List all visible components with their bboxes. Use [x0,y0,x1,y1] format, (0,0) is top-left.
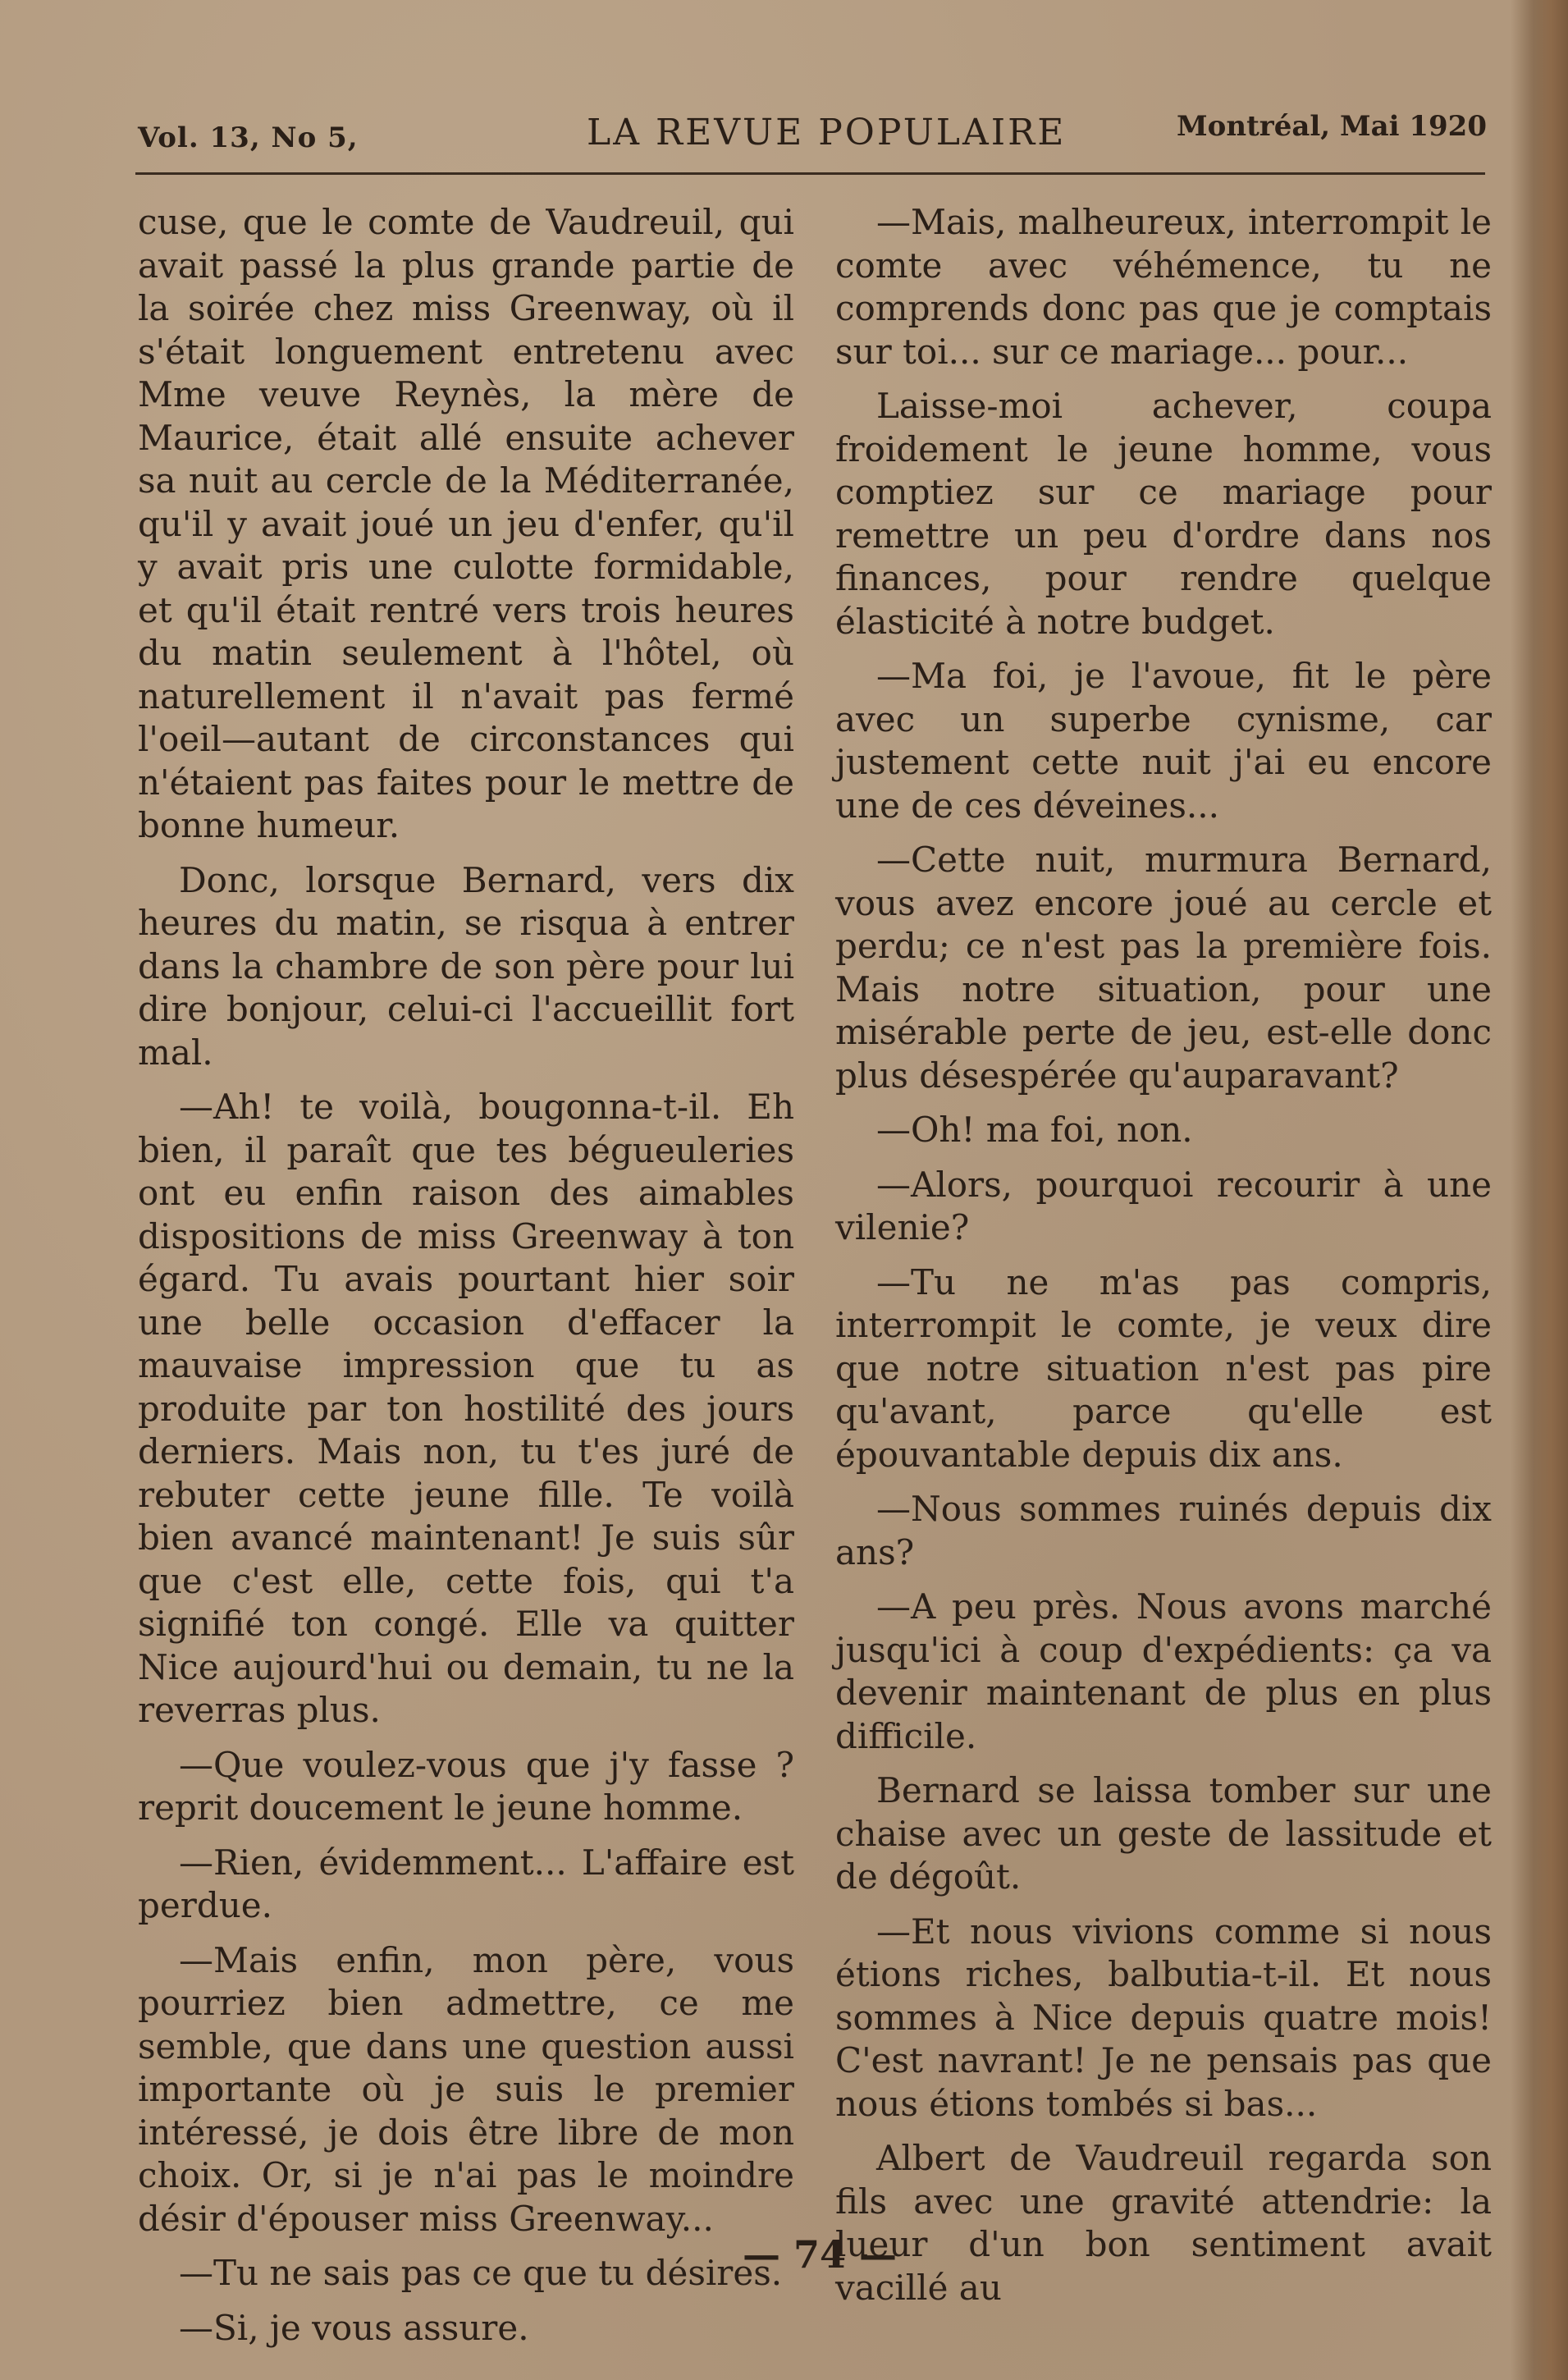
publication-title: LA REVUE POPULAIRE [587,112,1067,153]
paragraph: Laisse-moi achever, coupa froidement le jeune homme, vous comptiez sur ce mariage pour remettre un peu d'ordre dans nos finances, pour rendre quelque élasticité à notre budget. [835,386,1492,642]
paragraph: —Tu ne sais pas ce que tu désires. [179,2253,783,2293]
paragraph: —Ah! te voilà, bougonna-t-il. Eh bien, il paraît que tes bégueuleries ont eu enfin raison des aimables dispositions de miss Greenway à ton égard. Tu avais pourtant hier soir une belle occasion d'effacer la mauvaise impression que tu as produite par ton hostilité des jours derniers. Mais non, tu t'es juré de rebuter cette jeune fille. Te voilà bien avancé maintenant! Je suis sûr que c'est elle, cette fois, qui t'a signifié ton congé. Elle va quitter Nice aujourd'hui ou demain, tu ne la reverras plus. [138,1087,794,1730]
page-edge-shadow [1511,0,1568,2380]
paragraph: —Alors, pourquoi recourir à une vilenie? [835,1164,1492,1247]
paragraph: —Mais enfin, mon père, vous pourriez bien admettre, ce me semble, que dans une question aussi importante où je suis le premier intéressé, je dois être libre de mon choix. Or, si je n'ai pas le moindre désir d'épouser miss Greenway... [138,1939,794,2239]
place-date-label: Montréal, Mai 1920 [1177,110,1487,143]
paragraph: —Mais, malheureux, interrompit le comte avec véhémence, tu ne comprends donc pas que je comptais sur toi... sur ce mariage... pour... [835,202,1492,372]
paragraph: —Tu ne m'as pas compris, interrompit le comte, je veux dire que notre situation n'est pas pire qu'avant, parce qu'elle est épouvantable depuis dix ans. [835,1261,1492,1475]
paragraph: cuse, que le comte de Vaudreuil, qui avait passé la plus grande partie de la soirée chez miss Greenway, où il s'était longuement entretenu avec Mme veuve Reynès, la mère de Maurice, était allé ensuite achever sa nuit au cercle de la Méditerranée, qu'il y avait joué un jeu d'enfer, qu'il y avait pris une culotte formidable, et qu'il était rentré vers trois heures du matin seulement à l'hôtel, où naturellement il n'avait pas fermé l'oeil—autant de circonstances qui n'étaient pas faites pour le mettre de bonne humeur. [138,202,794,845]
paragraph: Bernard se laissa tomber sur une chaise avec un geste de lassitude et de dégoût. [835,1770,1492,1897]
paragraph: —Ma foi, je l'avoue, fit le père avec un superbe cynisme, car justement cette nuit j'ai eu encore une de ces déveines... [835,656,1492,826]
right-column [835,201,1492,2321]
paragraph: —Nous sommes ruinés depuis dix ans? [835,1489,1492,1572]
paragraph: —A peu près. Nous avons marché jusqu'ici à coup d'expédients: ça va devenir maintenant de plus en plus difficile. [835,1586,1492,1756]
volume-label: Vol. 13, No 5, [138,121,359,154]
paragraph: —Rien, évidemment... L'affaire est perdue. [138,1842,794,1925]
paragraph: —Que voulez-vous que j'y fasse ? reprit doucement le jeune homme. [138,1744,794,1828]
page-number: — 74 — [743,2232,898,2277]
paragraph: —Oh! ma foi, non. [876,1110,1193,1150]
paragraph: —Cette nuit, murmura Bernard, vous avez encore joué au cercle et perdu; ce n'est pas la première fois. Mais notre situation, pour une misérable perte de jeu, est-elle donc plus désespérée qu'auparavant? [835,840,1492,1096]
left-column [138,201,794,2361]
paragraph: Albert de Vaudreuil regarda son fils avec une gravité attendrie: la lueur d'un bon sentiment avait vacillé au [835,2138,1492,2308]
running-header [131,107,1493,164]
paragraph: Donc, lorsque Bernard, vers dix heures du matin, se risqua à entrer dans la chambre de son père pour lui dire bonjour, celui-ci l'accueillit fort mal. [138,859,794,1073]
paragraph: —Et nous vivions comme si nous étions riches, balbutia-t-il. Et nous sommes à Nice depuis quatre mois! C'est navrant! Je ne pensais pas que nous étions tombés si bas... [835,1911,1492,2124]
header-rule [135,172,1485,175]
paragraph: —Si, je vous assure. [179,2307,529,2348]
